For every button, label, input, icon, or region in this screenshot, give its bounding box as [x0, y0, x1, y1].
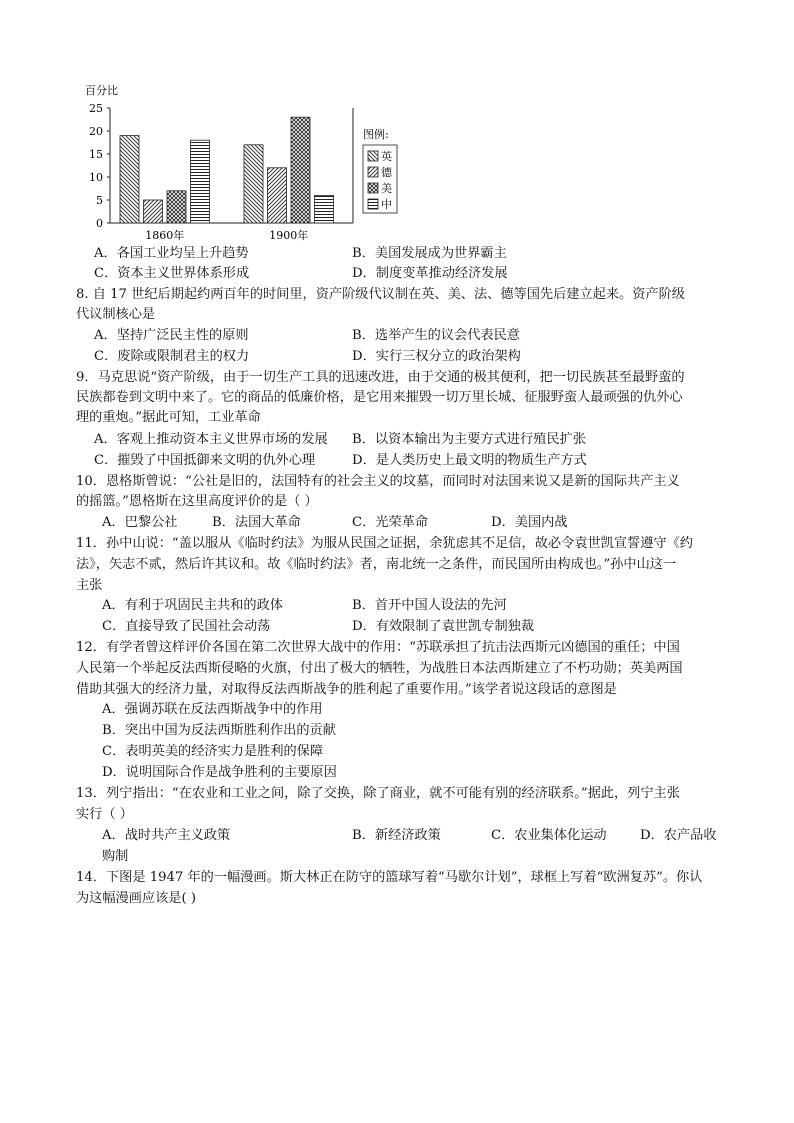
- q12-stem-line2: 人民第一个举起反法西斯侵略的火旗，付出了极大的牺牲，为战胜日本法西斯建立了不朽功勋；英美两国: [76, 661, 683, 676]
- q11-option-d: D．有效限制了袁世凯专制独裁: [352, 619, 535, 634]
- q13-option-c: C．农业集体化运动: [491, 828, 607, 843]
- y-tick-label: 0: [96, 217, 103, 230]
- q9-option-d: D．是人类历史上最文明的物质生产方式: [352, 453, 587, 468]
- bar-英-1900年: [244, 145, 263, 223]
- q10-stem-line2: 的摇篮。”恩格斯在这里高度评价的是（ ）: [76, 494, 318, 509]
- q10-option-c: C．光荣革命: [352, 515, 429, 530]
- y-tick-label: 25: [89, 102, 103, 115]
- q11-option-a: A．有利于巩固民主共和的政体: [102, 598, 283, 613]
- q10-option-b: B．法国大革命: [212, 515, 301, 530]
- legend-label-德: 德: [381, 166, 392, 179]
- x-tick-label: 1900年: [269, 229, 309, 242]
- q13-stem-line1: 13．列宁指出：“在农业和工业之间，除了交换，除了商业，就不可能有别的经济联系。”据此，列宁主张: [76, 786, 680, 801]
- q12-stem-line3: 借助其强大的经济力量，对取得反法西斯战争的胜利起了重要作用。”该学者说这段话的意图是: [76, 682, 617, 697]
- q11-option-c: C．直接导致了民国社会动荡: [102, 619, 271, 634]
- bar-中-1900年: [315, 195, 334, 223]
- q8-stem-line2: 代议制核心是: [76, 307, 156, 322]
- q12-option-a: A．强调苏联在反法西斯战争中的作用: [102, 702, 323, 717]
- q9-stem-line2: 民族都卷到文明中来了。它的商品的低廉价格，是它用来摧毁一切万里长城、征服野蛮人最顽强的仇外心: [76, 390, 683, 405]
- q9-option-a: A．客观上推动资本主义世界市场的发展: [94, 432, 328, 447]
- legend-label-中: 中: [381, 198, 392, 211]
- bar-德-1900年: [268, 168, 287, 223]
- q7-option-a: A．各国工业均呈上升趋势: [94, 246, 249, 261]
- q11-stem-line1: 11．孙中山说：“盖以服从《临时约法》为服从民国之证据，余犹虑其不足信，故必令袁世凯宣誓遵守《约: [76, 536, 693, 551]
- legend-swatch-英: [368, 151, 378, 161]
- legend-label-美: 美: [381, 182, 392, 195]
- q12-stem-line1: 12．有学者曾这样评价各国在第二次世界大战中的作用：“苏联承担了抗击法西斯元凶德国的重任；中国: [76, 640, 680, 655]
- bar-美-1900年: [291, 117, 310, 223]
- q13-option-a: A．战时共产主义政策: [102, 828, 231, 843]
- q9-option-b: B．以资本输出为主要方式进行殖民扩张: [352, 432, 586, 447]
- q12-option-c: C．表明英美的经济实力是胜利的保障: [102, 744, 324, 759]
- legend-swatch-美: [368, 183, 378, 193]
- bar-美-1860年: [167, 191, 186, 223]
- y-tick-label: 10: [89, 171, 103, 184]
- q8-option-c: C．废除或限制君主的权力: [94, 349, 250, 364]
- q9-option-c: C．摧毁了中国抵御来文明的仇外心理: [94, 453, 316, 468]
- q9-stem-line3: 理的重炮。”据此可知，工业革命: [76, 410, 261, 425]
- q10-option-a: A．巴黎公社: [102, 515, 178, 530]
- bar-chart: [80, 78, 420, 248]
- legend-swatch-德: [368, 167, 378, 177]
- q13-option-b: B．新经济政策: [352, 828, 441, 843]
- legend-title: 图例:: [363, 128, 389, 141]
- q14-stem-line1: 14．下图是 1947 年的一幅漫画。斯大林正在防守的篮球写着“马歇尔计划”，球框上写着“欧洲复苏”。你认: [76, 870, 703, 885]
- q13-option-d-continued: 购制: [102, 849, 129, 864]
- q11-option-b: B．首开中国人设法的先河: [352, 598, 507, 613]
- q7-option-b: B．美国发展成为世界霸主: [352, 246, 507, 261]
- q10-stem-line1: 10．恩格斯曾说：“公社是旧的，法国特有的社会主义的坟墓，而同时对法国来说又是新的国际共产主义: [76, 474, 680, 489]
- bar-英-1860年: [120, 136, 139, 223]
- q8-option-a: A．坚持广泛民主性的原则: [94, 328, 249, 343]
- q8-option-d: D．实行三权分立的政治架构: [352, 349, 521, 364]
- q10-option-d: D．美国内战: [491, 515, 568, 530]
- q14-stem-line2: 为这幅漫画应该是( ): [76, 891, 196, 906]
- q13-stem-line2: 实行（ ）: [76, 807, 133, 822]
- q8-option-b: B．选举产生的议会代表民意: [352, 328, 520, 343]
- q12-option-d: D．说明国际合作是战争胜利的主要原因: [102, 765, 337, 780]
- q11-stem-line3: 主张: [76, 578, 103, 593]
- q9-stem-line1: 9．马克思说“资产阶级，由于一切生产工具的迅速改进，由于交通的极其便利，把一切民族甚至最野蛮的: [76, 370, 685, 385]
- y-tick-label: 5: [96, 194, 103, 207]
- q12-option-b: B．突出中国为反法西斯胜利作出的贡献: [102, 723, 336, 738]
- bar-德-1860年: [144, 200, 163, 223]
- legend-label-英: 英: [381, 150, 392, 163]
- q13-option-d: D．农产品收: [640, 828, 717, 843]
- y-tick-label: 15: [89, 148, 103, 161]
- y-tick-label: 20: [89, 125, 103, 138]
- legend-swatch-中: [368, 199, 378, 209]
- q8-stem-line1: 8. 自 17 世纪后期起约两百年的时间里，资产阶级代议制在英、美、法、德等国先后建立起来。资产阶级: [76, 287, 685, 302]
- q7-option-d: D．制度变革推动经济发展: [352, 266, 508, 281]
- y-axis-label: 百分比: [85, 84, 118, 97]
- bar-中-1860年: [191, 140, 210, 223]
- x-tick-label: 1860年: [145, 229, 185, 242]
- q7-option-c: C．资本主义世界体系形成: [94, 266, 250, 281]
- q11-stem-line2: 法》，矢志不贰，然后许其议和。故《临时约法》者，南北统一之条件，而民国所由构成也。”孙中山这一: [76, 557, 677, 572]
